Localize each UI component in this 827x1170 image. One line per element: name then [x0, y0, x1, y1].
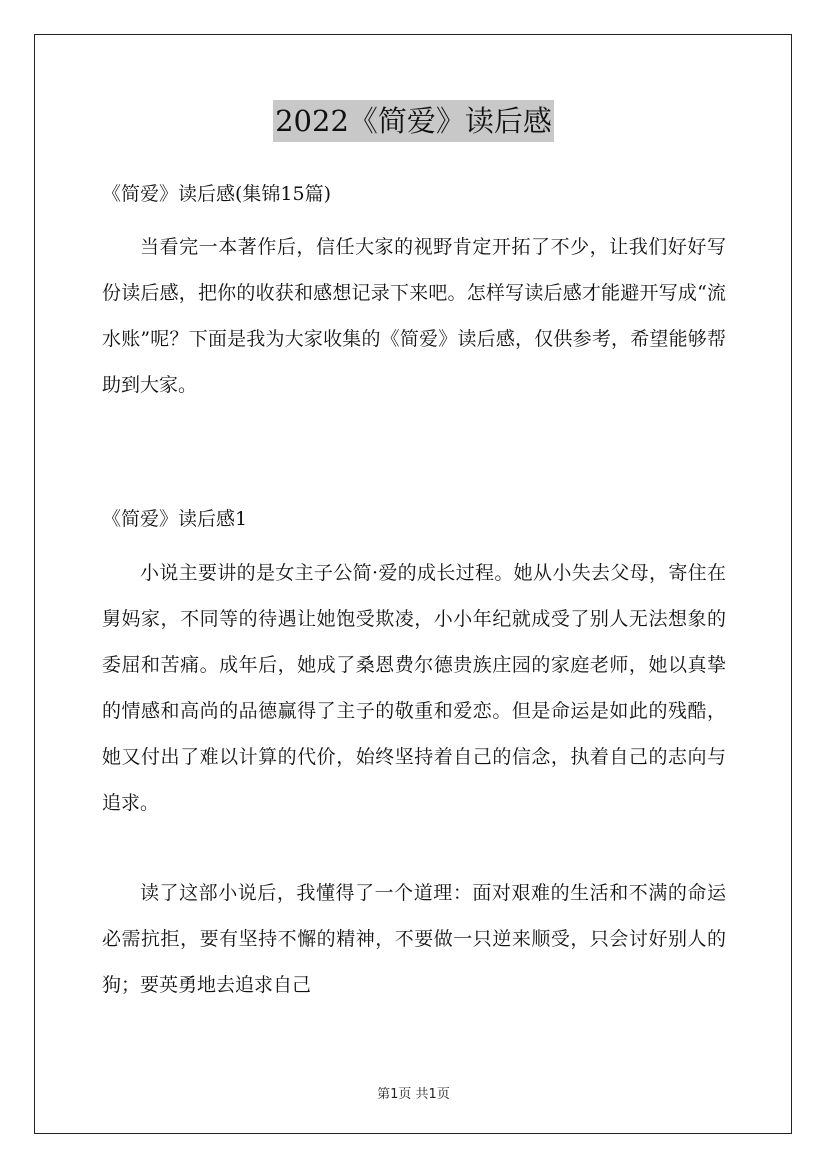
page-footer: 第1页 共1页 [377, 1087, 450, 1102]
paragraph-1: 小说主要讲的是女主子公简·爱的成长过程。她从小失去父母，寄住在舅妈家，不同等的待遇让她饱受欺凌，小小年纪就成受了别人无法想象的委屈和苦痛。成年后，她成了桑恩费尔德贵族庄园的家庭老师，她以真挚的情感和高尚的品德赢得了主子的敬重和爱恋。但是命运是如此的残酷，她又付出了难以计算的代价，始终坚持着自己的信念，执着自己的志向与追求。 [102, 562, 726, 814]
document-title: 2022《简爱》读后感 [273, 100, 554, 142]
intro-paragraph-block [102, 224, 726, 408]
paragraph-2-block [102, 870, 726, 1008]
title-container [0, 100, 827, 142]
paragraph-1-block [102, 550, 726, 826]
document-subtitle: 《简爱》读后感(集锦15篇) [102, 183, 332, 205]
section-heading: 《简爱》读后感1 [102, 508, 248, 530]
paragraph-2: 读了这部小说后，我懂得了一个道理：面对艰难的生活和不满的命运必需抗拒，要有坚持不懈的精神，不要做一只逆来顺受，只会讨好别人的狗；要英勇地去追求自己 [102, 882, 726, 996]
intro-paragraph: 当看完一本著作后，信任大家的视野肯定开拓了不少，让我们好好写份读后感，把你的收获和感想记录下来吧。怎样写读后感才能避开写成“流水账”呢？下面是我为大家收集的《简爱》读后感，仅供参考，希望能够帮助到大家。 [102, 236, 726, 396]
